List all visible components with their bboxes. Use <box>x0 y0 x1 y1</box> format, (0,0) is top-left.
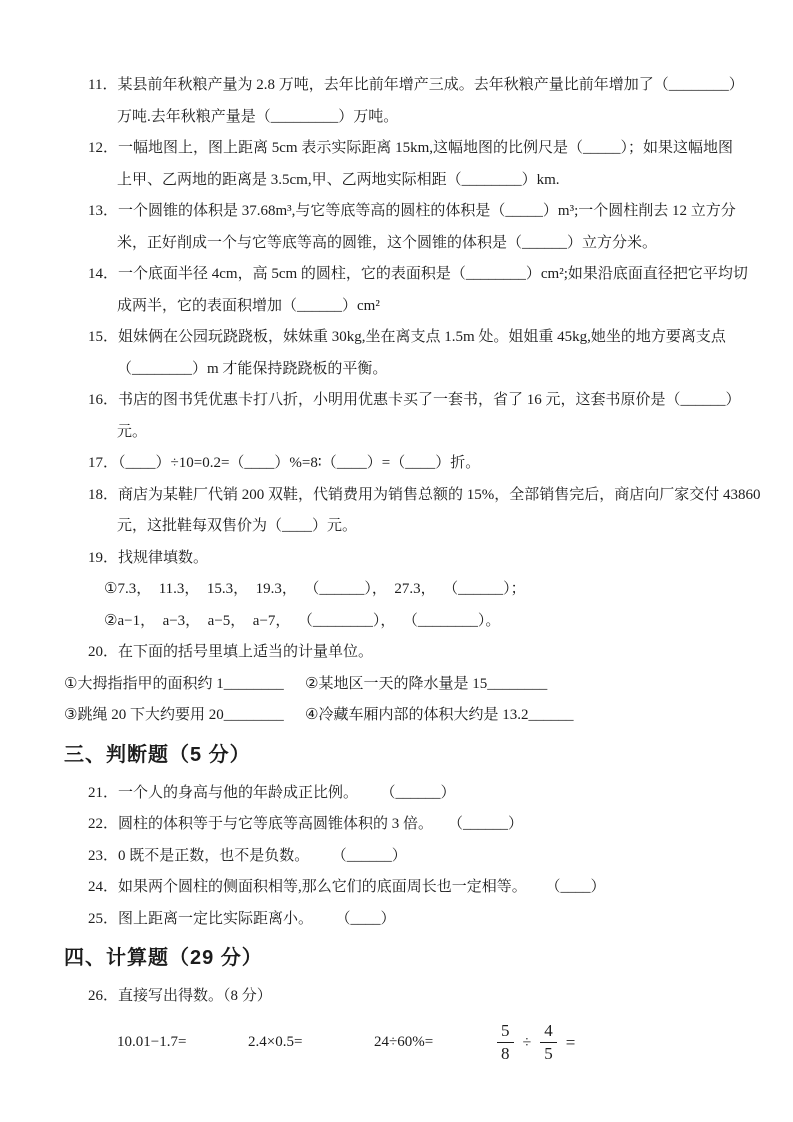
q14-line2: 成两半，它的表面积增加（______）cm² <box>117 297 380 314</box>
q13-line2: 米，正好削成一个与它等底等高的圆锥，这个圆锥的体积是（______）立方分米。 <box>117 234 658 251</box>
q17: 17．（____）÷10=0.2=（____）%=8∶（____）=（____）折。 <box>88 455 481 471</box>
q18-line2: 元，这批鞋每双售价为（____）元。 <box>117 518 358 534</box>
section-4-heading: 四、计算题（29 分） <box>64 947 263 969</box>
q25: 25．图上距离一定比实际距离小。 （____） <box>88 910 396 927</box>
q19: 19．找规律填数。 <box>88 549 209 566</box>
q24: 24．如果两个圆柱的侧面积相等,那么它们的底面周长也一定相等。 （____） <box>88 879 606 895</box>
divide-operator: ÷ <box>522 1033 532 1051</box>
q15-line2: （________）m 才能保持跷跷板的平衡。 <box>117 360 388 377</box>
q19-item2: ②a−1， a−3， a−5， a−7， （________）， （________）。 <box>104 612 501 629</box>
calc-item-2: 2.4×0.5= <box>248 1034 303 1050</box>
fraction-second <box>540 1021 557 1063</box>
calc-item-fraction-expression <box>497 1021 575 1063</box>
q23: 23．0 既不是正数，也不是负数。 （______） <box>88 847 407 864</box>
q22: 22．圆柱的体积等于与它等底等高圆锥体积的 3 倍。 （______） <box>88 816 524 832</box>
q12-line2: 上甲、乙两地的距离是 3.5cm,甲、乙两地实际相距（________）km. <box>117 171 560 188</box>
q14-line1: 14．一个底面半径 4cm，高 5cm 的圆柱，它的表面积是（________）cm²;如果沿底面直径把它平均切 <box>88 266 748 282</box>
q11-line2: 万吨.去年秋粮产量是（_________）万吨。 <box>117 108 399 125</box>
fraction-numerator: 5 <box>497 1021 514 1043</box>
calc-row <box>117 1013 753 1073</box>
q20-item1-2 <box>64 669 753 701</box>
fraction-first <box>497 1021 514 1063</box>
q20-item3-4 <box>64 700 753 732</box>
q16-line1: 16．书店的图书凭优惠卡打八折，小明用优惠卡买了一套书，省了 16 元，这套书原价是（______） <box>88 392 741 408</box>
q20: 20．在下面的括号里填上适当的计量单位。 <box>88 644 374 660</box>
q16-line2: 元。 <box>117 423 148 440</box>
section-3-heading: 三、判断题（5 分） <box>64 743 251 766</box>
q12-line1: 12．一幅地图上，图上距离 5cm 表示实际距离 15km,这幅地图的比例尺是（_____）；如果这幅地图 <box>88 140 733 156</box>
fraction-denominator: 8 <box>501 1044 510 1063</box>
exam-body <box>64 70 761 1013</box>
calc-item-1: 10.01−1.7= <box>117 1034 187 1050</box>
q18-line1: 18．商店为某鞋厂代销 200 双鞋，代销费用为销售总额的 15%，全部销售完后，商店向厂家交付 43860 <box>88 486 761 503</box>
calc-item-3: 24÷60%= <box>374 1034 434 1050</box>
q11-line1: 11．某县前年秋粮产量为 2.8 万吨，去年比前年增产三成。去年秋粮产量比前年增加了（________） <box>88 77 744 93</box>
q13-line1: 13．一个圆锥的体积是 37.68m³,与它等底等高的圆柱的体积是（_____）m³;一个圆柱削去 12 立方分 <box>88 203 736 219</box>
q15-line1: 15．姐妹俩在公园玩跷跷板，妹妹重 30kg,坐在离支点 1.5m 处。姐姐重 45kg,她坐的地方要离支点 <box>88 329 726 345</box>
q21: 21．一个人的身高与他的年龄成正比例。 （______） <box>88 784 456 801</box>
q26: 26．直接写出得数。（8 分） <box>88 988 272 1004</box>
fraction-denominator: 5 <box>544 1044 553 1063</box>
q20-item1-2-col2: ②某地区一天的降水量是 15________ <box>305 675 548 692</box>
equals-sign: = <box>565 1032 576 1052</box>
q20-item1-2-col1: ①大拇指指甲的面积约 1________ <box>64 675 284 692</box>
q20-item3-4-col1: ③跳绳 20 下大约要用 20________ <box>64 707 284 723</box>
q19-item1: ①7.3， 11.3， 15.3， 19.3， （______）， 27.3， （______）； <box>104 581 526 597</box>
q20-item3-4-col2: ④冷藏车厢内部的体积大约是 13.2______ <box>305 707 574 723</box>
fraction-numerator: 4 <box>540 1021 557 1043</box>
